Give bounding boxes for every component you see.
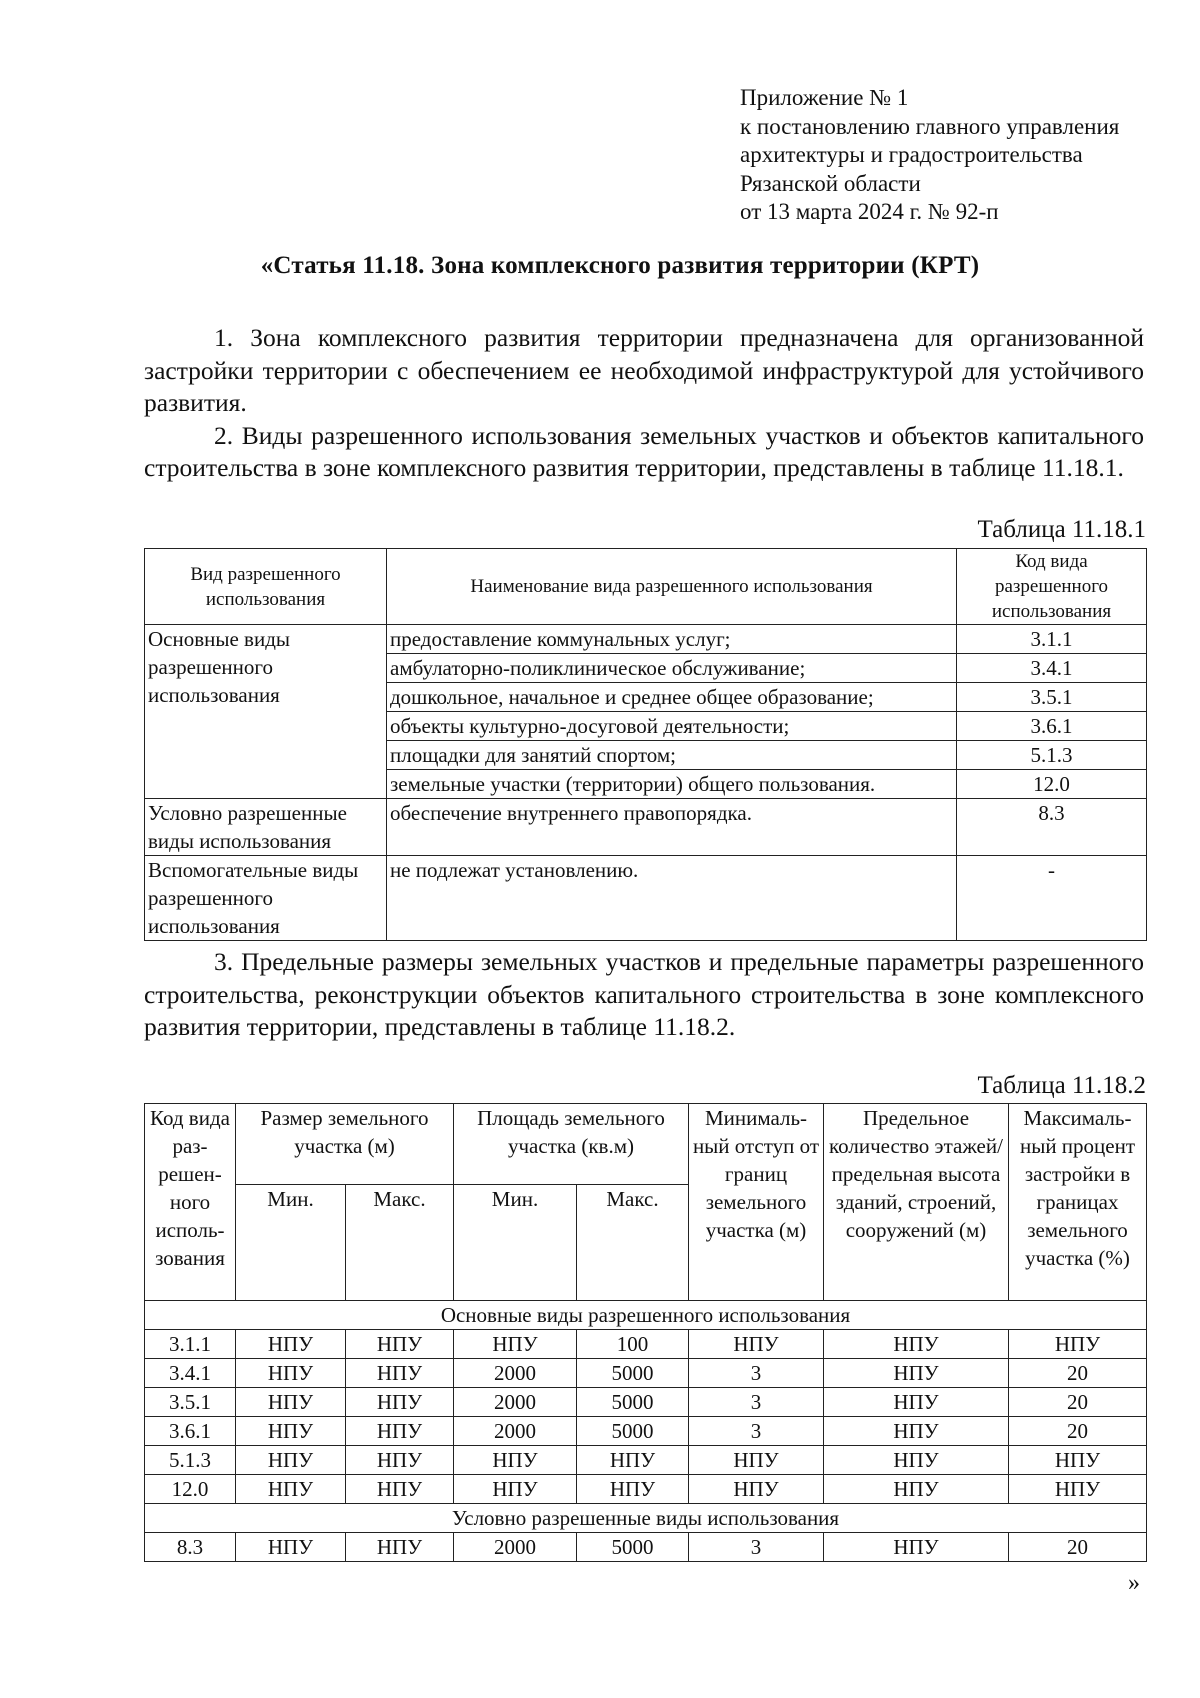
table1-group-main: Основные виды разрешенного использования bbox=[145, 625, 387, 799]
table2-header-floors: Предельное количество этажей/ предельная высота зданий, строений, сооружений (м) bbox=[824, 1104, 1009, 1301]
table2-cell: НПУ bbox=[236, 1388, 346, 1417]
appendix-line: к постановлению главного управления bbox=[740, 113, 1120, 139]
table1-header-type: Вид разрешенного использования bbox=[145, 549, 387, 625]
table1-use-code: - bbox=[957, 856, 1147, 941]
table2-section-row bbox=[145, 1504, 1147, 1533]
table2-header-row bbox=[145, 1104, 1147, 1185]
paragraphs-block-2 bbox=[144, 946, 1144, 1044]
table1-caption: Таблица 11.18.1 bbox=[977, 516, 1146, 543]
table2-cell: 20 bbox=[1009, 1359, 1147, 1388]
table1-use-code: 3.5.1 bbox=[957, 683, 1147, 712]
appendix-line: Приложение № 1 bbox=[740, 85, 909, 110]
table-row bbox=[145, 625, 1147, 654]
table-row bbox=[145, 799, 1147, 856]
article-title: «Статья 11.18. Зона комплексного развития территории (КРТ) bbox=[260, 252, 980, 279]
table1-use-code: 3.6.1 bbox=[957, 712, 1147, 741]
table1-use-name: амбулаторно-поликлиническое обслуживание; bbox=[387, 654, 957, 683]
table-land-parameters bbox=[144, 1103, 1147, 1562]
appendix-line: Рязанской области bbox=[740, 170, 921, 196]
table2-cell: 20 bbox=[1009, 1533, 1147, 1562]
table2-cell: 2000 bbox=[454, 1388, 577, 1417]
table1-use-name: предоставление коммунальных услуг; bbox=[387, 625, 957, 654]
table-row bbox=[145, 1533, 1147, 1562]
table1-use-code: 12.0 bbox=[957, 770, 1147, 799]
table2-cell: НПУ bbox=[689, 1330, 824, 1359]
table2-cell: 2000 bbox=[454, 1359, 577, 1388]
table2-cell: 3.4.1 bbox=[145, 1359, 236, 1388]
table1-use-code: 3.4.1 bbox=[957, 654, 1147, 683]
table2-header-area: Площадь земельного участка (кв.м) bbox=[454, 1104, 689, 1185]
table2-header-area-max: Макс. bbox=[577, 1185, 689, 1301]
table1-header-name: Наименование вида разрешенного использования bbox=[387, 549, 957, 625]
table2-cell: 100 bbox=[577, 1330, 689, 1359]
table2-cell: НПУ bbox=[236, 1475, 346, 1504]
table2-cell: НПУ bbox=[824, 1475, 1009, 1504]
table2-cell: НПУ bbox=[346, 1475, 454, 1504]
paragraph-1: 1. Зона комплексного развития территории предназначена для организованной застройки территории с обеспечением ее необходимой инфраструктурой для устойчивого развития. bbox=[144, 323, 1144, 417]
table1-use-name: объекты культурно-досуговой деятельности; bbox=[387, 712, 957, 741]
table1-group-auxiliary: Вспомогательные виды разрешенного использования bbox=[145, 856, 387, 941]
table2-cell: НПУ bbox=[824, 1359, 1009, 1388]
table2-cell: НПУ bbox=[236, 1446, 346, 1475]
table2-cell: 2000 bbox=[454, 1533, 577, 1562]
table2-cell: НПУ bbox=[577, 1475, 689, 1504]
table2-section-main: Основные виды разрешенного использования bbox=[145, 1301, 1147, 1330]
table-row bbox=[145, 1475, 1147, 1504]
table2-cell: 20 bbox=[1009, 1388, 1147, 1417]
appendix-line: архитектуры и градостроительства bbox=[740, 142, 1083, 167]
table1-use-name: обеспечение внутреннего правопорядка. bbox=[387, 799, 957, 856]
table2-cell: 5000 bbox=[577, 1388, 689, 1417]
table1-use-code: 3.1.1 bbox=[957, 625, 1147, 654]
table2-cell: 5000 bbox=[577, 1533, 689, 1562]
table2-header-size-min: Мин. bbox=[236, 1185, 346, 1301]
table2-cell: НПУ bbox=[1009, 1330, 1147, 1359]
table1-group-conditional: Условно разрешенные виды использования bbox=[145, 799, 387, 856]
table2-cell: НПУ bbox=[689, 1475, 824, 1504]
table1-use-name: площадки для занятий спортом; bbox=[387, 741, 957, 770]
table2-cell: 3.5.1 bbox=[145, 1388, 236, 1417]
table-row bbox=[145, 1446, 1147, 1475]
table2-cell: НПУ bbox=[454, 1330, 577, 1359]
table2-section-row bbox=[145, 1301, 1147, 1330]
table2-cell: 3.6.1 bbox=[145, 1417, 236, 1446]
table2-section-conditional: Условно разрешенные виды использования bbox=[145, 1504, 1147, 1533]
table2-header-size: Размер земельного участка (м) bbox=[236, 1104, 454, 1185]
table1-use-code: 5.1.3 bbox=[957, 741, 1147, 770]
table-row bbox=[145, 856, 1147, 941]
table2-header-code: Код вида раз-решен-ного исполь-зования bbox=[145, 1104, 236, 1301]
table2-cell: НПУ bbox=[1009, 1475, 1147, 1504]
table2-header-setback: Минималь-ный отступ от границ земельного участка (м) bbox=[689, 1104, 824, 1301]
table2-header-size-max: Макс. bbox=[346, 1185, 454, 1301]
appendix-line: от 13 марта 2024 г. № 92-п bbox=[740, 199, 999, 224]
table2-cell: 3 bbox=[689, 1388, 824, 1417]
table2-cell: НПУ bbox=[236, 1359, 346, 1388]
table2-cell: НПУ bbox=[1009, 1446, 1147, 1475]
table2-cell: НПУ bbox=[236, 1330, 346, 1359]
table2-cell: НПУ bbox=[824, 1388, 1009, 1417]
table2-cell: НПУ bbox=[824, 1446, 1009, 1475]
table2-cell: НПУ bbox=[824, 1417, 1009, 1446]
table1-use-name: не подлежат установлению. bbox=[387, 856, 957, 941]
table2-cell: 12.0 bbox=[145, 1475, 236, 1504]
table2-cell: 2000 bbox=[454, 1417, 577, 1446]
appendix-header bbox=[740, 84, 1160, 227]
table2-cell: 8.3 bbox=[145, 1533, 236, 1562]
table-row bbox=[145, 1388, 1147, 1417]
table2-cell: 3 bbox=[689, 1417, 824, 1446]
table2-cell: 3 bbox=[689, 1533, 824, 1562]
table2-cell: НПУ bbox=[236, 1417, 346, 1446]
table2-cell: НПУ bbox=[454, 1446, 577, 1475]
table2-cell: 3.1.1 bbox=[145, 1330, 236, 1359]
table2-cell: НПУ bbox=[236, 1533, 346, 1562]
table2-cell: НПУ bbox=[346, 1446, 454, 1475]
table2-header-area-min: Мин. bbox=[454, 1185, 577, 1301]
table1-header-row bbox=[145, 549, 1147, 625]
table-row bbox=[145, 1417, 1147, 1446]
table2-caption: Таблица 11.18.2 bbox=[977, 1072, 1146, 1099]
table2-cell: НПУ bbox=[346, 1388, 454, 1417]
paragraph-2: 2. Виды разрешенного использования земельных участков и объектов капитального строительства в зоне комплексного развития территории, представлены в таблице 11.18.1. bbox=[144, 420, 1144, 482]
table2-cell: НПУ bbox=[346, 1330, 454, 1359]
table2-cell: 5000 bbox=[577, 1359, 689, 1388]
table-row bbox=[145, 1359, 1147, 1388]
table2-cell: НПУ bbox=[346, 1359, 454, 1388]
table2-cell: НПУ bbox=[454, 1475, 577, 1504]
table2-header-coverage: Максималь-ный процент застройки в границах земельного участка (%) bbox=[1009, 1104, 1147, 1301]
table2-cell: 5.1.3 bbox=[145, 1446, 236, 1475]
table-land-use-types bbox=[144, 548, 1147, 941]
table1-use-code: 8.3 bbox=[957, 799, 1147, 856]
table1-header-code: Код вида разрешенного использования bbox=[957, 549, 1147, 625]
table2-cell: 20 bbox=[1009, 1417, 1147, 1446]
table2-cell: 3 bbox=[689, 1359, 824, 1388]
table2-cell: НПУ bbox=[689, 1446, 824, 1475]
table2-cell: НПУ bbox=[824, 1533, 1009, 1562]
paragraph-3: 3. Предельные размеры земельных участков и предельные параметры разрешенного строительства, реконструкции объектов капитального строительства в зоне комплексного развития территории, представлены в таблице 11.18.2. bbox=[144, 947, 1144, 1041]
paragraphs-block-1 bbox=[144, 322, 1144, 485]
closing-quote: » bbox=[1128, 1570, 1140, 1596]
table-row bbox=[145, 1330, 1147, 1359]
table2-cell: НПУ bbox=[577, 1446, 689, 1475]
table2-cell: НПУ bbox=[346, 1417, 454, 1446]
table2-cell: 5000 bbox=[577, 1417, 689, 1446]
table2-cell: НПУ bbox=[346, 1533, 454, 1562]
table2-cell: НПУ bbox=[824, 1330, 1009, 1359]
table1-use-name: земельные участки (территории) общего пользования. bbox=[387, 770, 957, 799]
table1-use-name: дошкольное, начальное и среднее общее образование; bbox=[387, 683, 957, 712]
